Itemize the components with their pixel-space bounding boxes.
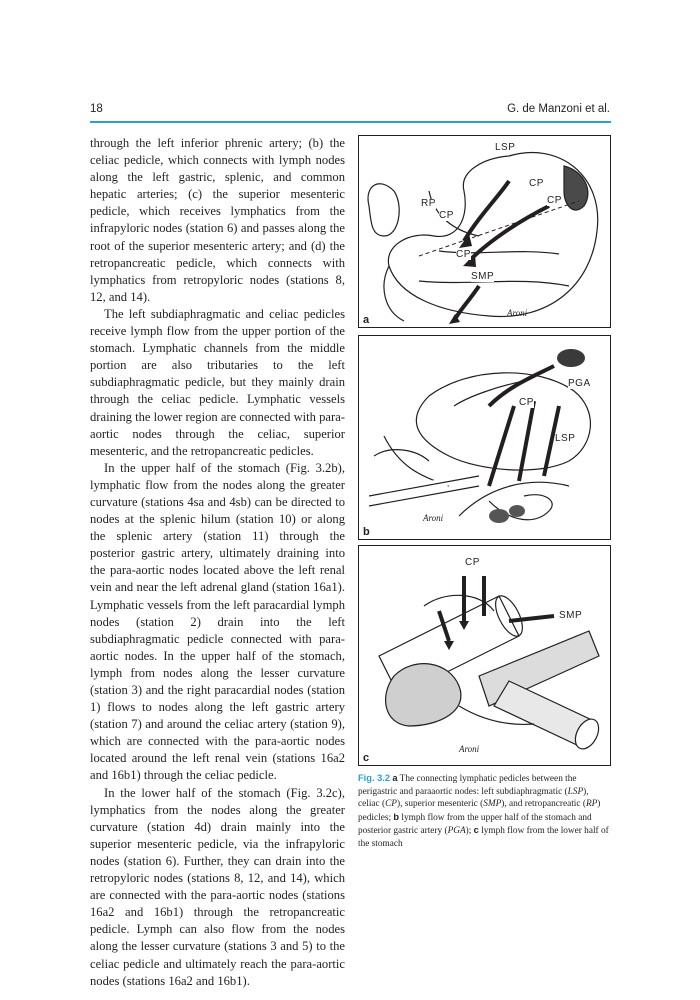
- label-pga: PGA: [568, 378, 591, 389]
- caption-abbr: PGA: [447, 826, 466, 837]
- page-number: 18: [90, 103, 103, 115]
- caption-abbr: SMP: [483, 799, 502, 810]
- figure-panel-a: [358, 135, 611, 328]
- caption-text: lymph flow from the upper half of the stomach and posterior gastric artery (: [358, 812, 592, 837]
- artist-signature: Aroni: [459, 744, 480, 754]
- label-smp: SMP: [471, 271, 495, 282]
- label-cp: CP: [547, 195, 562, 206]
- label-cp: CP: [465, 557, 480, 568]
- body-paragraph: In the lower half of the stomach (Fig. 3.2c), lymphatics from the nodes along the greater curvature (station 4d) drain mainly into the superior mesenteric pedicle, via the infrapyloric nodes (station 6). Further, they can drain into the retropyloric nodes (stations 8, 12, and 14), which are connected with the para-aortic nodes (stations 16a2 and 16b1) through the retropancreatic pedicle. Lymph can also flow from the nodes along the lesser curvature (stations 3 and 5) to the celiac pedicle and ultimately reach the para-aortic nodes (stations 16a2 and 16b1).: [90, 785, 345, 988]
- caption-abbr: RP: [585, 799, 598, 810]
- label-cp: CP: [439, 210, 454, 221]
- caption-abbr: LSP: [567, 786, 584, 797]
- figure-panel-b: [358, 335, 611, 540]
- body-text-column: [90, 135, 345, 990]
- header-rule: [90, 121, 611, 123]
- caption-part-a-letter: a: [392, 773, 398, 783]
- caption-text: ), celiac (: [358, 786, 589, 810]
- caption-part-b-letter: b: [393, 811, 400, 822]
- label-cp: CP: [456, 249, 471, 260]
- running-head-author: G. de Manzoni et al.: [507, 103, 610, 115]
- label-smp: SMP: [559, 610, 583, 621]
- body-paragraph: In the upper half of the stomach (Fig. 3.2b), lymphatic flow from the nodes along the greater curvature (stations 4sa and 4sb) can be directed to nodes at the splenic hilum (station 10) or along the splenic artery (station 11) through the posterior gastric artery, ultimately draining into the para-aortic nodes located above the left renal vein and near the left adrenal gland (station 16a1). Lymphatic vessels from the left paracardial lymph nodes (station 2) drain into the left subdiaphragmatic pedicle connected with para-aortic nodes. In the upper half of the stomach, lymph from nodes along the lesser curvature (station 3) and the right paracardial nodes (station 1) flows to nodes along the left gastric artery (station 7) and around the celiac artery (station 9), which are connected with the para-aortic nodes located around the left renal vein (stations 16a2 and 16b1) through the celiac pedicle.: [90, 460, 345, 783]
- caption-text: ), and retropancreatic (: [501, 799, 586, 810]
- caption-abbr: CP: [385, 799, 397, 810]
- caption-text: ) pedicles;: [358, 799, 601, 823]
- caption-text: );: [465, 826, 474, 837]
- label-rp: RP: [421, 198, 436, 209]
- label-lsp: LSP: [495, 142, 516, 153]
- label-cp: CP: [529, 178, 544, 189]
- caption-text: The connecting lymphatic pedicles between the perigastric and paraaortic nodes: left subdiaphragmatic (: [358, 774, 577, 797]
- body-paragraph: The left subdiaphragmatic and celiac pedicles receive lymph flow from the upper portion of the stomach. Lymphatic channels from the middle portion are also tributaries to the left subdiaphragmatic pedicle, but they mainly drain through the celiac pedicle. Lymphatic vessels draining the lower region are connected with para-aortic nodes through the celiac, superior mesenteric, and the retropancreatic pedicles.: [90, 306, 345, 458]
- caption-part-c-letter: c: [473, 825, 479, 836]
- panel-letter-a: a: [363, 314, 370, 326]
- illustration-a: [359, 136, 611, 328]
- caption-text: ), superior mesenteric (: [396, 799, 484, 810]
- figure-panel-c: [358, 545, 611, 766]
- label-lsp: LSP: [555, 433, 576, 444]
- body-paragraph: through the left inferior phrenic artery; (b) the celiac pedicle, which connects with lymph nodes along the left gastric, splenic, and common hepatic arteries; (c) the superior mesenteric pedicle, which receives lymphatics from the infrapyloric nodes (station 6) and passes along the root of the superior mesenteric artery; and (d) the retropancreatic pedicle, which connects with lymphatics from retropyloric nodes (stations 8, 12, and 14).: [90, 136, 345, 304]
- artist-signature: Aroni: [507, 308, 528, 318]
- caption-fig-label: Fig. 3.2: [358, 773, 391, 783]
- caption-text: lymph flow from the lower half of the stomach: [358, 826, 609, 849]
- label-cp: CP: [519, 397, 534, 408]
- artist-signature: Aroni: [423, 513, 444, 523]
- panel-letter-c: c: [363, 752, 370, 764]
- illustration-c: [359, 546, 611, 766]
- panel-letter-b: b: [363, 526, 370, 538]
- figure-caption: [358, 772, 611, 851]
